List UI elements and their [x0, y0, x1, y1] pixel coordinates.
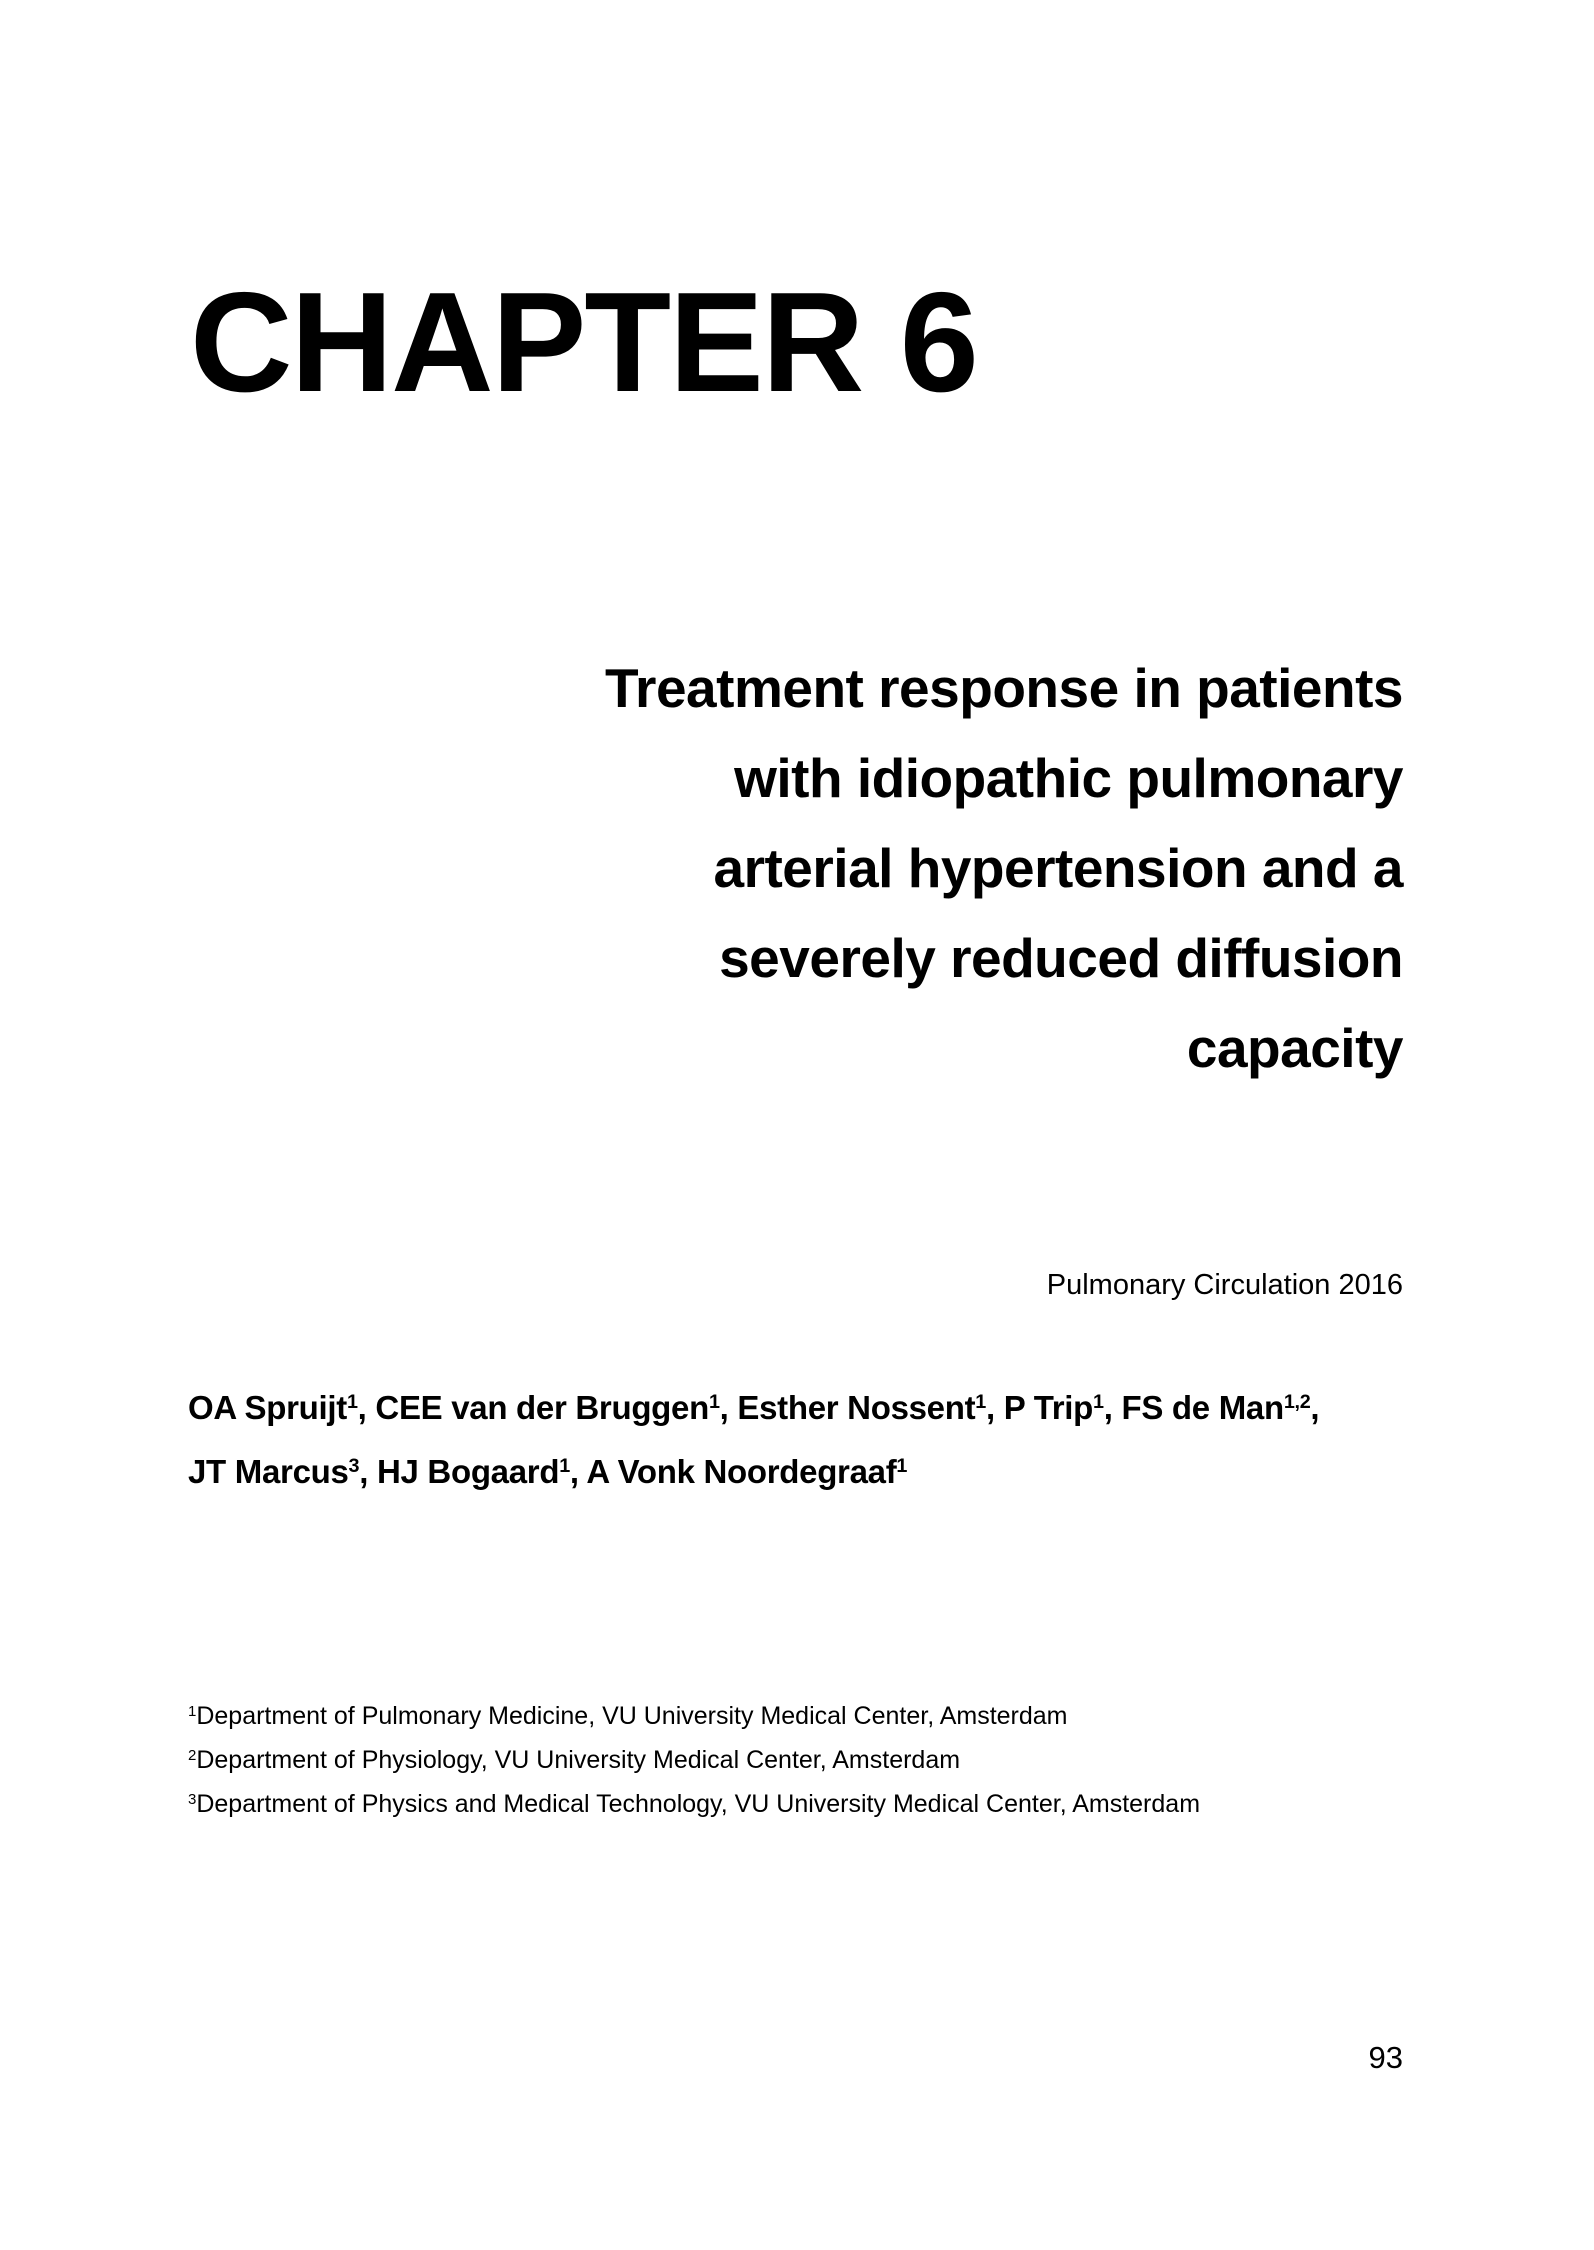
author-affiliation-superscript: 1 [708, 1391, 720, 1414]
author-affiliation-superscript: 1 [896, 1455, 908, 1478]
author-name: P Trip [1003, 1389, 1094, 1426]
affiliation-item [188, 1694, 1200, 1738]
affiliation-number-superscript: 1 [188, 1702, 197, 1720]
title-line: arterial hypertension and a [713, 837, 1403, 899]
affiliation-item [188, 1782, 1200, 1826]
author-line: OA Spruijt$^1$, CEE van der Bruggen$^1$, Esther Nossent$^1$, P Trip$^1$, FS de Man$^{1,2}$, [188, 1389, 1320, 1426]
affiliation-text: Department of Physics and Medical Technology, VU University Medical Center, Amsterdam [196, 1790, 1201, 1818]
affiliation-number-superscript: 2 [188, 1746, 197, 1764]
chapter-heading: CHAPTER 6 [190, 263, 977, 422]
title-line: with idiopathic pulmonary [734, 747, 1403, 809]
chapter-title [605, 643, 1403, 1093]
title-line: severely reduced diffusion [719, 927, 1403, 989]
author-list [188, 1376, 1319, 1504]
author-affiliation-superscript: 1,2 [1283, 1391, 1311, 1414]
title-line: capacity [1186, 1017, 1403, 1079]
affiliation-text: Department of Pulmonary Medicine, VU University Medical Center, Amsterdam [196, 1702, 1068, 1730]
author-name: CEE van der Bruggen [375, 1389, 709, 1426]
author-name: OA Spruijt [188, 1389, 347, 1426]
author-line: JT Marcus$^3$, HJ Bogaard$^1$, A Vonk Noordegraaf$^1$ [188, 1453, 908, 1490]
affiliation-number-superscript: 3 [188, 1790, 197, 1808]
affiliation-text: Department of Physiology, VU University Medical Center, Amsterdam [196, 1746, 961, 1774]
author-affiliation-superscript: 1 [346, 1391, 358, 1414]
author-name: FS de Man [1121, 1389, 1284, 1426]
title-line: Treatment response in patients [605, 657, 1403, 719]
author-name: HJ Bogaard [376, 1453, 560, 1490]
author-name: A Vonk Noordegraaf [586, 1453, 897, 1490]
affiliation-item [188, 1738, 1200, 1782]
author-affiliation-superscript: 1 [559, 1455, 570, 1478]
affiliation-footnotes [188, 1694, 1200, 1826]
author-affiliation-superscript: 1 [1093, 1391, 1104, 1414]
author-affiliation-superscript: 3 [348, 1455, 360, 1478]
journal-reference: Pulmonary Circulation 2016 [1046, 1269, 1403, 1301]
author-affiliation-superscript: 1 [975, 1391, 986, 1414]
author-name: Esther Nossent [737, 1389, 976, 1426]
page-number: 93 [1368, 2040, 1403, 2075]
author-name: JT Marcus [188, 1453, 349, 1490]
